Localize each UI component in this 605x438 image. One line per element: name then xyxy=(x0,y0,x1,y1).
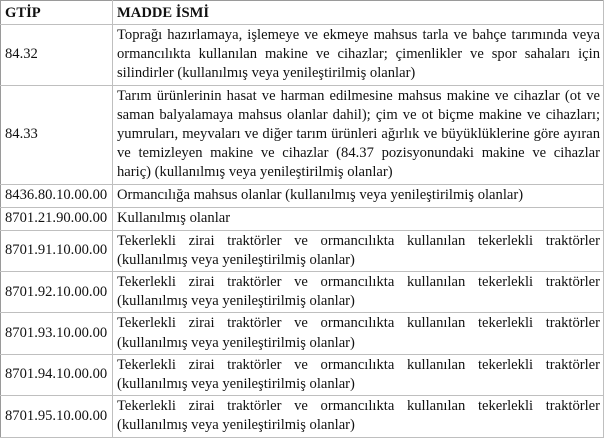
gtip-code: 8701.91.10.00.00 xyxy=(1,230,113,271)
item-name: Tekerlekli zirai traktörler ve ormancılıkta kullanılan tekerlekli traktörler (kullanılmış veya yenileştirilmiş olanlar) xyxy=(113,396,604,437)
item-name: Tekerlekli zirai traktörler ve ormancılıkta kullanılan tekerlekli traktörler (kullanılmış veya yenileştirilmiş olanlar) xyxy=(113,230,604,271)
table-row xyxy=(1,396,604,437)
table-row xyxy=(1,272,604,313)
table-row xyxy=(1,313,604,354)
gtip-code: 8436.80.10.00.00 xyxy=(1,184,113,207)
item-name: Ormancılığa mahsus olanlar (kullanılmış veya yenileştirilmiş olanlar) xyxy=(113,184,604,207)
gtip-code: 84.33 xyxy=(1,85,113,184)
header-madde-ismi: MADDE İSMİ xyxy=(113,1,604,25)
table-header-row xyxy=(1,1,604,25)
gtip-code: 84.32 xyxy=(1,25,113,86)
item-name: Tekerlekli zirai traktörler ve ormancılıkta kullanılan tekerlekli traktörler (kullanılmış veya yenileştirilmiş olanlar) xyxy=(113,313,604,354)
gtip-code: 8701.21.90.00.00 xyxy=(1,207,113,230)
item-name: Tekerlekli zirai traktörler ve ormancılıkta kullanılan tekerlekli traktörler (kullanılmış veya yenileştirilmiş olanlar) xyxy=(113,354,604,395)
item-name: Toprağı hazırlamaya, işlemeye ve ekmeye mahsus tarla ve bahçe tarımında veya ormancılıkta kullanılan makine ve cihazlar; çimenlikler ve spor sahaları için silindirler (kullanılmış veya yenileştirilmiş olanlar) xyxy=(113,25,604,86)
table-row xyxy=(1,354,604,395)
gtip-code: 8701.95.10.00.00 xyxy=(1,396,113,437)
table-row xyxy=(1,207,604,230)
item-name: Kullanılmış olanlar xyxy=(113,207,604,230)
gtip-code: 8701.93.10.00.00 xyxy=(1,313,113,354)
gtip-code: 8701.92.10.00.00 xyxy=(1,272,113,313)
table-row xyxy=(1,85,604,184)
table-row xyxy=(1,184,604,207)
item-name: Tekerlekli zirai traktörler ve ormancılıkta kullanılan tekerlekli traktörler (kullanılmış veya yenileştirilmiş olanlar) xyxy=(113,272,604,313)
table-row xyxy=(1,25,604,86)
table-row xyxy=(1,230,604,271)
item-name: Tarım ürünlerinin hasat ve harman edilmesine mahsus makine ve cihazlar (ot ve saman balyalamaya mahsus olanlar dahil); çim ve ot biçme makine ve cihazları; yumruları, meyvaları ve diğer tarım ürünleri ağırlık ve büyüklüklerine göre ayıran ve temizleyen makine ve cihazlar (84.37 pozisyonundaki makine ve cihazlar hariç) (kullanılmış veya yenileştirilmiş olanlar) xyxy=(113,85,604,184)
gtip-code: 8701.94.10.00.00 xyxy=(1,354,113,395)
header-gtip: GTİP xyxy=(1,1,113,25)
